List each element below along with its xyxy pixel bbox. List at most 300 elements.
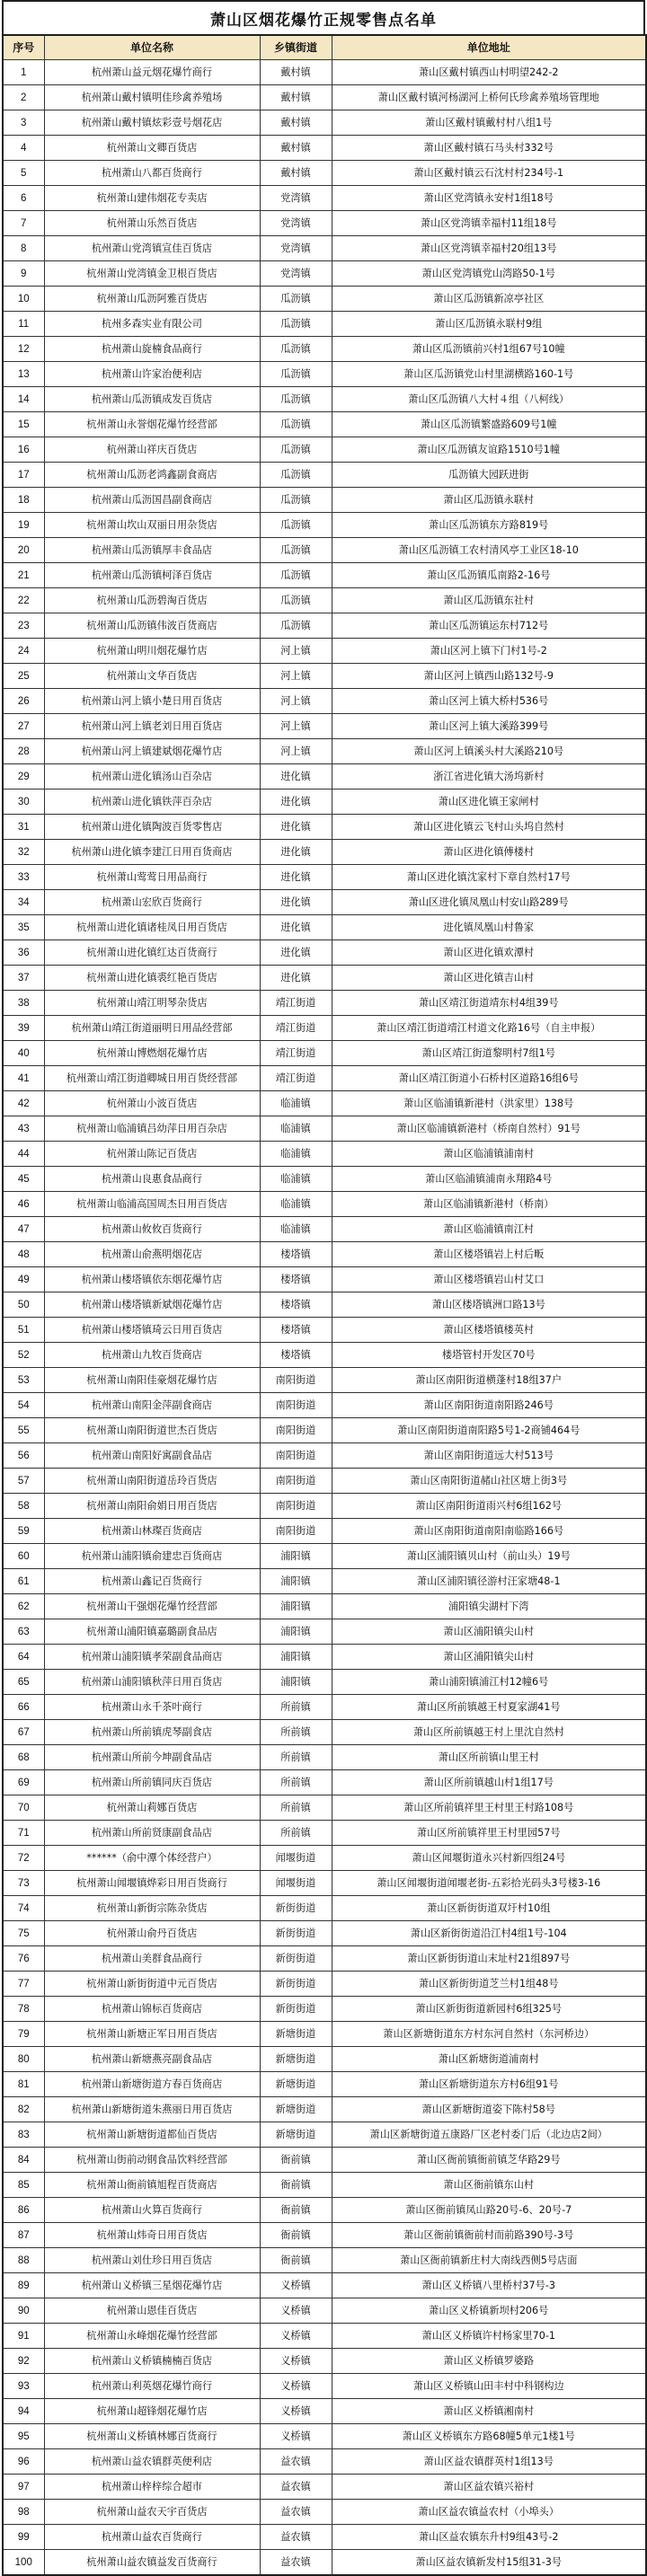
town-cell: 楼塔镇 [260,1292,332,1318]
row-number-cell: 56 [3,1443,44,1469]
address-cell: 萧山区瓜沥镇东方路819号 [332,513,646,538]
table-row [3,764,646,790]
row-number-cell: 89 [3,2273,44,2298]
address-cell: 萧山区临浦镇新港村（洪家里）138号 [332,1091,646,1116]
table-row [3,1167,646,1192]
table-row [3,362,646,387]
unit-name-cell: 杭州萧山莉娜百货店 [44,1795,260,1821]
table-row [3,2349,646,2374]
town-cell: 所前镇 [260,1795,332,1821]
row-number-cell: 76 [3,1946,44,1972]
row-number-cell: 48 [3,1242,44,1267]
table-row [3,840,646,865]
address-cell: 萧山区益农镇兴裕村 [332,2475,646,2500]
address-cell: 萧山区新塘街道姿下陈村58号 [332,2097,646,2122]
town-cell: 南阳街道 [260,1519,332,1544]
row-number-cell: 88 [3,2248,44,2273]
table-row [3,1946,646,1972]
town-cell: 戴村镇 [260,60,332,85]
row-number-cell: 33 [3,865,44,890]
table-row [3,1192,646,1217]
address-cell: 萧山区戴村镇石马头村332号 [332,136,646,161]
row-number-cell: 47 [3,1217,44,1242]
town-cell: 进化镇 [260,940,332,966]
town-cell: 进化镇 [260,915,332,940]
row-number-cell: 29 [3,764,44,790]
unit-name-cell: 杭州萧山楼塔镇新斌烟花爆竹店 [44,1292,260,1318]
table-row [3,2148,646,2173]
unit-name-cell: 杭州萧山河上镇老刘日用百货店 [44,714,260,739]
address-cell: 萧山区戴村镇西山村明望242-2 [332,60,646,85]
row-number-cell: 85 [3,2173,44,2198]
row-number-cell: 18 [3,488,44,513]
address-cell: 萧山区衙前镇东山村 [332,2173,646,2198]
row-number-cell: 36 [3,940,44,966]
table-row [3,1267,646,1292]
table-row [3,2324,646,2349]
address-cell: 萧山区南阳街道南阳南临路166号 [332,1519,646,1544]
town-cell: 河上镇 [260,664,332,689]
table-row [3,1896,646,1921]
row-number-cell: 65 [3,1670,44,1695]
address-cell: 萧山区楼塔镇岩上村后畈 [332,1242,646,1267]
address-cell: 进化镇凤凰山村鲁家 [332,915,646,940]
town-cell: 南阳街道 [260,1418,332,1443]
table-row [3,2248,646,2273]
address-cell: 萧山区瓜沥镇东社村 [332,588,646,613]
town-cell: 临浦镇 [260,1091,332,1116]
town-cell: 衙前镇 [260,2248,332,2273]
row-number-cell: 75 [3,1921,44,1946]
row-number-cell: 62 [3,1594,44,1619]
town-cell: 浦阳镇 [260,1619,332,1645]
row-number-cell: 53 [3,1368,44,1393]
unit-name-cell: 杭州萧山所前贤康副食品店 [44,1821,260,1846]
table-row [3,2047,646,2072]
address-cell: 萧山区所前镇祥里王村里王村路108号 [332,1795,646,1821]
table-row [3,2173,646,2198]
town-cell: 浦阳镇 [260,1645,332,1670]
unit-name-cell: 杭州萧山益农镇群英便利店 [44,2449,260,2475]
unit-name-cell: 杭州萧山戴村镇炫彩壹号烟花店 [44,110,260,136]
row-number-cell: 80 [3,2047,44,2072]
unit-name-cell: 杭州萧山南阳俞娟日用百货店 [44,1494,260,1519]
row-number-cell: 73 [3,1871,44,1896]
unit-name-cell: 杭州萧山南阳金萍副食商店 [44,1393,260,1418]
town-cell: 衙前镇 [260,2148,332,2173]
town-cell: 所前镇 [260,1745,332,1770]
town-cell: 瓜沥镇 [260,412,332,437]
address-cell: 萧山区义桥镇东方路68幢5单元1楼1号 [332,2424,646,2449]
row-number-cell: 72 [3,1846,44,1871]
row-number-cell: 84 [3,2148,44,2173]
town-cell: 义桥镇 [260,2324,332,2349]
address-cell: 萧山区戴村镇河杨湖河上桥何氏珍禽养殖场管理地 [332,85,646,110]
row-number-cell: 44 [3,1142,44,1167]
row-number-cell: 74 [3,1896,44,1921]
address-cell: 萧山区戴村镇云石沈村村234号-1 [332,161,646,186]
row-number-cell: 42 [3,1091,44,1116]
address-cell: 萧山浦阳镇浦江村12幢6号 [332,1670,646,1695]
row-number-cell: 91 [3,2324,44,2349]
unit-name-cell: 杭州萧山文卿百货店 [44,136,260,161]
town-cell: 所前镇 [260,1695,332,1720]
address-cell: 萧山区楼塔镇岩山村艾口 [332,1267,646,1292]
address-cell: 萧山区义桥镇罗婆路 [332,2349,646,2374]
table-row [3,588,646,613]
address-cell: 萧山区临浦镇浦南村 [332,1142,646,1167]
unit-name-cell: 杭州萧山美群食品商行 [44,1946,260,1972]
unit-name-cell: 杭州萧山文华百货店 [44,664,260,689]
town-cell: 新街街道 [260,1972,332,1997]
row-number-cell: 34 [3,890,44,915]
unit-name-cell: 杭州萧山俞丹百货店 [44,1921,260,1946]
address-cell: 萧山区益农镇东升村9组43号-2 [332,2525,646,2550]
unit-name-cell: 杭州萧山南阳好寓副食品店 [44,1443,260,1469]
table-row [3,2298,646,2324]
row-number-cell: 39 [3,1016,44,1041]
town-cell: 益农镇 [260,2500,332,2525]
table-row [3,287,646,312]
table-row [3,1821,646,1846]
town-cell: 新塘街道 [260,2047,332,2072]
address-cell: 萧山区党湾镇永安村1组18号 [332,186,646,211]
address-cell: 萧山区新街街道沿江村4组1号-104 [332,1921,646,1946]
address-cell: 萧山区靖江街道靖东村4组39号 [332,991,646,1016]
row-number-cell: 10 [3,287,44,312]
table-row [3,1695,646,1720]
unit-name-cell: 杭州多森实业有限公司 [44,312,260,337]
unit-name-cell: 杭州萧山新塘街道都仙百货店 [44,2122,260,2148]
address-cell: 萧山区益农镇益农村（小埠头） [332,2500,646,2525]
column-header-number: 序号 [3,35,44,60]
table-row [3,1569,646,1594]
table-row [3,513,646,538]
unit-name-cell: 杭州萧山新塘燕亮副食品店 [44,2047,260,2072]
row-number-cell: 13 [3,362,44,387]
row-number-cell: 35 [3,915,44,940]
row-number-cell: 3 [3,110,44,136]
town-cell: 党湾镇 [260,186,332,211]
address-cell: 萧山区南阳街道雨兴村6组162号 [332,1494,646,1519]
table-row [3,739,646,764]
table-row [3,261,646,287]
town-cell: 益农镇 [260,2525,332,2550]
table-row [3,1217,646,1242]
row-number-cell: 31 [3,815,44,840]
unit-name-cell: 杭州萧山浦阳镇秋萍日用百货店 [44,1670,260,1695]
town-cell: 南阳街道 [260,1443,332,1469]
unit-name-cell: 杭州萧山益元烟花爆竹商行 [44,60,260,85]
column-header-town: 乡镇街道 [260,35,332,60]
table-row [3,2500,646,2525]
unit-name-cell: 杭州萧山永誉烟花爆竹经营部 [44,412,260,437]
row-number-cell: 7 [3,211,44,236]
town-cell: 所前镇 [260,1770,332,1795]
row-number-cell: 16 [3,437,44,463]
unit-name-cell: 杭州萧山许家治便利店 [44,362,260,387]
unit-name-cell: 杭州萧山浦阳镇俞建忠百货商店 [44,1544,260,1569]
row-number-cell: 27 [3,714,44,739]
unit-name-cell: 杭州萧山瓜沥阿雅百货店 [44,287,260,312]
table-row [3,865,646,890]
row-number-cell: 79 [3,2022,44,2047]
town-cell: 瓜沥镇 [260,538,332,563]
table-row [3,1292,646,1318]
town-cell: 进化镇 [260,840,332,865]
address-cell: 萧山区进化镇沈家村下章自然村17号 [332,865,646,890]
address-cell: 萧山区党湾镇幸福村11组18号 [332,211,646,236]
town-cell: 党湾镇 [260,236,332,261]
row-number-cell: 11 [3,312,44,337]
town-cell: 义桥镇 [260,2349,332,2374]
table-row [3,1795,646,1821]
unit-name-cell: 杭州萧山浦阳镇嘉璐副食品店 [44,1619,260,1645]
address-cell: 萧山区河上镇大溪路399号 [332,714,646,739]
table-row [3,1997,646,2022]
address-cell: 萧山区党湾镇党山湾路50-1号 [332,261,646,287]
address-cell: 萧山区河上镇西山路132号-9 [332,664,646,689]
row-number-cell: 20 [3,538,44,563]
address-cell: 萧山区所前镇越王村夏家湖41号 [332,1695,646,1720]
unit-name-cell: 杭州萧山进化镇诸桂凤日用百货店 [44,915,260,940]
table-body [3,60,646,2576]
row-number-cell: 24 [3,639,44,664]
address-cell: 萧山区益农镇新发村15组31-3号 [332,2550,646,2576]
table-row [3,1242,646,1267]
row-number-cell: 90 [3,2298,44,2324]
row-number-cell: 1 [3,60,44,85]
address-cell: 萧山区义桥镇许村杨家里70-1 [332,2324,646,2349]
town-cell: 新街街道 [260,1896,332,1921]
address-cell: 萧山区临浦镇新港村（桥南自然村）91号 [332,1116,646,1142]
row-number-cell: 25 [3,664,44,689]
row-number-cell: 87 [3,2223,44,2248]
address-cell: 萧山区义桥镇八里桥村37号-3 [332,2273,646,2298]
address-cell: 萧山区靖江街道靖江村道文化路16号（自主申报） [332,1016,646,1041]
unit-name-cell: ******（俞中潭个体经营户） [44,1846,260,1871]
row-number-cell: 9 [3,261,44,287]
unit-name-cell: 杭州萧山永峰烟花爆竹经营部 [44,2324,260,2349]
unit-name-cell: 杭州萧山街前动钢食品饮料经营部 [44,2148,260,2173]
address-cell: 萧山区瓜沥镇八大村４组（八柯线） [332,387,646,412]
town-cell: 楼塔镇 [260,1242,332,1267]
unit-name-cell: 杭州萧山乐然百货店 [44,211,260,236]
table-row [3,2550,646,2576]
town-cell: 所前镇 [260,1720,332,1745]
unit-name-cell: 杭州萧山八都百货商行 [44,161,260,186]
address-cell: 萧山区进化镇云飞村山头坞自然村 [332,815,646,840]
unit-name-cell: 杭州萧山靖江街道丽明日用品经营部 [44,1016,260,1041]
address-cell: 萧山区河上镇下门村1号-2 [332,639,646,664]
table-header-row [3,35,646,60]
address-cell: 萧山区楼塔镇楼英村 [332,1318,646,1343]
table-row [3,1494,646,1519]
table-row [3,2449,646,2475]
unit-name-cell: 杭州萧山所前今坤副食品店 [44,1745,260,1770]
row-number-cell: 12 [3,337,44,362]
row-number-cell: 15 [3,412,44,437]
unit-name-cell: 杭州萧山博燃烟花爆竹店 [44,1041,260,1066]
town-cell: 河上镇 [260,739,332,764]
town-cell: 南阳街道 [260,1393,332,1418]
unit-name-cell: 杭州萧山坎山双丽日用杂货店 [44,513,260,538]
unit-name-cell: 杭州萧山新街宗陈杂货店 [44,1896,260,1921]
town-cell: 义桥镇 [260,2298,332,2324]
table-row [3,991,646,1016]
town-cell: 新街街道 [260,1946,332,1972]
town-cell: 义桥镇 [260,2399,332,2424]
row-number-cell: 70 [3,1795,44,1821]
address-cell: 萧山区南阳街道南阳路246号 [332,1393,646,1418]
row-number-cell: 26 [3,689,44,714]
unit-name-cell: 杭州萧山所前镇同庆百货店 [44,1770,260,1795]
unit-name-cell: 杭州萧山河上镇建斌烟花爆竹店 [44,739,260,764]
town-cell: 新街街道 [260,1997,332,2022]
address-cell: 萧山区益农镇群英村1组13号 [332,2449,646,2475]
town-cell: 瓜沥镇 [260,337,332,362]
table-row [3,1393,646,1418]
address-cell: 萧山区楼塔镇洲口路13号 [332,1292,646,1318]
address-cell: 萧山区临浦镇新港村（桥南） [332,1192,646,1217]
address-cell: 萧山区南阳街道赭山社区塘上街3号 [332,1469,646,1494]
town-cell: 楼塔镇 [260,1318,332,1343]
address-cell: 萧山区靖江街道小石桥村区道路16组6号 [332,1066,646,1091]
unit-name-cell: 杭州萧山瓜沥国昌副食商店 [44,488,260,513]
unit-name-cell: 杭州萧山鑫记百货商行 [44,1569,260,1594]
row-number-cell: 54 [3,1393,44,1418]
table-row [3,1091,646,1116]
town-cell: 楼塔镇 [260,1343,332,1368]
address-cell: 萧山区浦阳镇尖山村 [332,1645,646,1670]
town-cell: 靖江街道 [260,1041,332,1066]
row-number-cell: 82 [3,2097,44,2122]
town-cell: 瓜沥镇 [260,287,332,312]
town-cell: 戴村镇 [260,85,332,110]
row-number-cell: 4 [3,136,44,161]
town-cell: 河上镇 [260,689,332,714]
row-number-cell: 93 [3,2374,44,2399]
town-cell: 戴村镇 [260,110,332,136]
unit-name-cell: 杭州萧山浦阳镇孝荣副食品商店 [44,1645,260,1670]
unit-name-cell: 杭州萧山闻堰镇烨彩日用百货商行 [44,1871,260,1896]
town-cell: 瓜沥镇 [260,437,332,463]
town-cell: 义桥镇 [260,2273,332,2298]
unit-name-cell: 杭州萧山靖江明琴杂货店 [44,991,260,1016]
row-number-cell: 68 [3,1745,44,1770]
row-number-cell: 6 [3,186,44,211]
unit-name-cell: 杭州萧山衙前镇旭程百货商店 [44,2173,260,2198]
town-cell: 进化镇 [260,764,332,790]
table-row [3,563,646,588]
unit-name-cell: 杭州萧山进化镇红达百货商行 [44,940,260,966]
unit-name-cell: 杭州萧山莺莺日用品商行 [44,865,260,890]
unit-name-cell: 杭州萧山九牧百货商店 [44,1343,260,1368]
row-number-cell: 69 [3,1770,44,1795]
row-number-cell: 92 [3,2349,44,2374]
unit-name-cell: 杭州萧山义桥镇楠楠百货店 [44,2349,260,2374]
table-row [3,2223,646,2248]
row-number-cell: 98 [3,2500,44,2525]
address-cell: 萧山区瓜沥镇永联村 [332,488,646,513]
unit-name-cell: 杭州萧山楼塔镇琦云日用百货店 [44,1318,260,1343]
table-row [3,60,646,85]
row-number-cell: 58 [3,1494,44,1519]
unit-name-cell: 杭州萧山恩佳百货店 [44,2298,260,2324]
town-cell: 南阳街道 [260,1469,332,1494]
unit-name-cell: 杭州萧山党湾镇金卫根百货店 [44,261,260,287]
unit-name-cell: 杭州萧山新塘正军日用百货店 [44,2022,260,2047]
unit-name-cell: 杭州萧山瓜沥镇厚丰食品店 [44,538,260,563]
table-row [3,1142,646,1167]
table-row [3,790,646,815]
unit-name-cell: 杭州萧山利英烟花爆竹商行 [44,2374,260,2399]
address-cell: 萧山区进化镇吉山村 [332,966,646,991]
town-cell: 新塘街道 [260,2022,332,2047]
town-cell: 益农镇 [260,2475,332,2500]
unit-name-cell: 杭州萧山益农天宇百货店 [44,2500,260,2525]
row-number-cell: 67 [3,1720,44,1745]
table-row [3,186,646,211]
unit-name-cell: 杭州萧山建伟烟花专卖店 [44,186,260,211]
table-row [3,1846,646,1871]
address-cell: 楼塔管村开发区70号 [332,1343,646,1368]
row-number-cell: 37 [3,966,44,991]
unit-name-cell: 杭州萧山靖江街道卿城日用百货经营部 [44,1066,260,1091]
row-number-cell: 95 [3,2424,44,2449]
unit-name-cell: 杭州萧山义桥镇林娜百货商行 [44,2424,260,2449]
unit-name-cell: 杭州萧山楼塔镇依东烟花爆竹店 [44,1267,260,1292]
town-cell: 靖江街道 [260,1066,332,1091]
unit-name-cell: 杭州萧山良惠食品商行 [44,1167,260,1192]
address-cell: 浦阳镇尖湖村下湾 [332,1594,646,1619]
address-cell: 萧山区新街街道新园村6组325号 [332,1997,646,2022]
town-cell: 瓜沥镇 [260,387,332,412]
unit-name-cell: 杭州萧山瓜沥镇成发百货店 [44,387,260,412]
town-cell: 河上镇 [260,714,332,739]
unit-name-cell: 杭州萧山新塘街道方春百货商店 [44,2072,260,2097]
table-row [3,387,646,412]
address-cell: 萧山区河上镇溪头村大溪路210号 [332,739,646,764]
table-row [3,1368,646,1393]
table-row [3,1645,646,1670]
unit-name-cell: 杭州萧山进化镇汤山百杂店 [44,764,260,790]
row-number-cell: 8 [3,236,44,261]
row-number-cell: 28 [3,739,44,764]
row-number-cell: 45 [3,1167,44,1192]
town-cell: 靖江街道 [260,1016,332,1041]
address-cell: 萧山区闻堰街道闻堰老街-五彩拾光码头3号楼3-16 [332,1871,646,1896]
table-row [3,85,646,110]
address-cell: 萧山区戴村镇戴村村八组1号 [332,110,646,136]
address-cell: 萧山区新街街道双圩村10组 [332,1896,646,1921]
table-row [3,1745,646,1770]
table-row [3,1519,646,1544]
town-cell: 新街街道 [260,1921,332,1946]
table-row [3,1544,646,1569]
row-number-cell: 86 [3,2198,44,2223]
row-number-cell: 17 [3,463,44,488]
address-cell: 萧山区瓜沥镇工农村清风亭工业区18-10 [332,538,646,563]
address-cell: 萧山区瓜沥镇党山村里湖横路160-1号 [332,362,646,387]
table-row [3,1318,646,1343]
town-cell: 衙前镇 [260,2223,332,2248]
town-cell: 瓜沥镇 [260,463,332,488]
unit-name-cell: 杭州萧山河上镇小楚日用百货店 [44,689,260,714]
address-cell: 萧山区河上镇大桥村536号 [332,689,646,714]
unit-name-cell: 杭州萧山超锋烟花爆竹店 [44,2399,260,2424]
unit-name-cell: 杭州萧山所前镇虎琴副食店 [44,1720,260,1745]
